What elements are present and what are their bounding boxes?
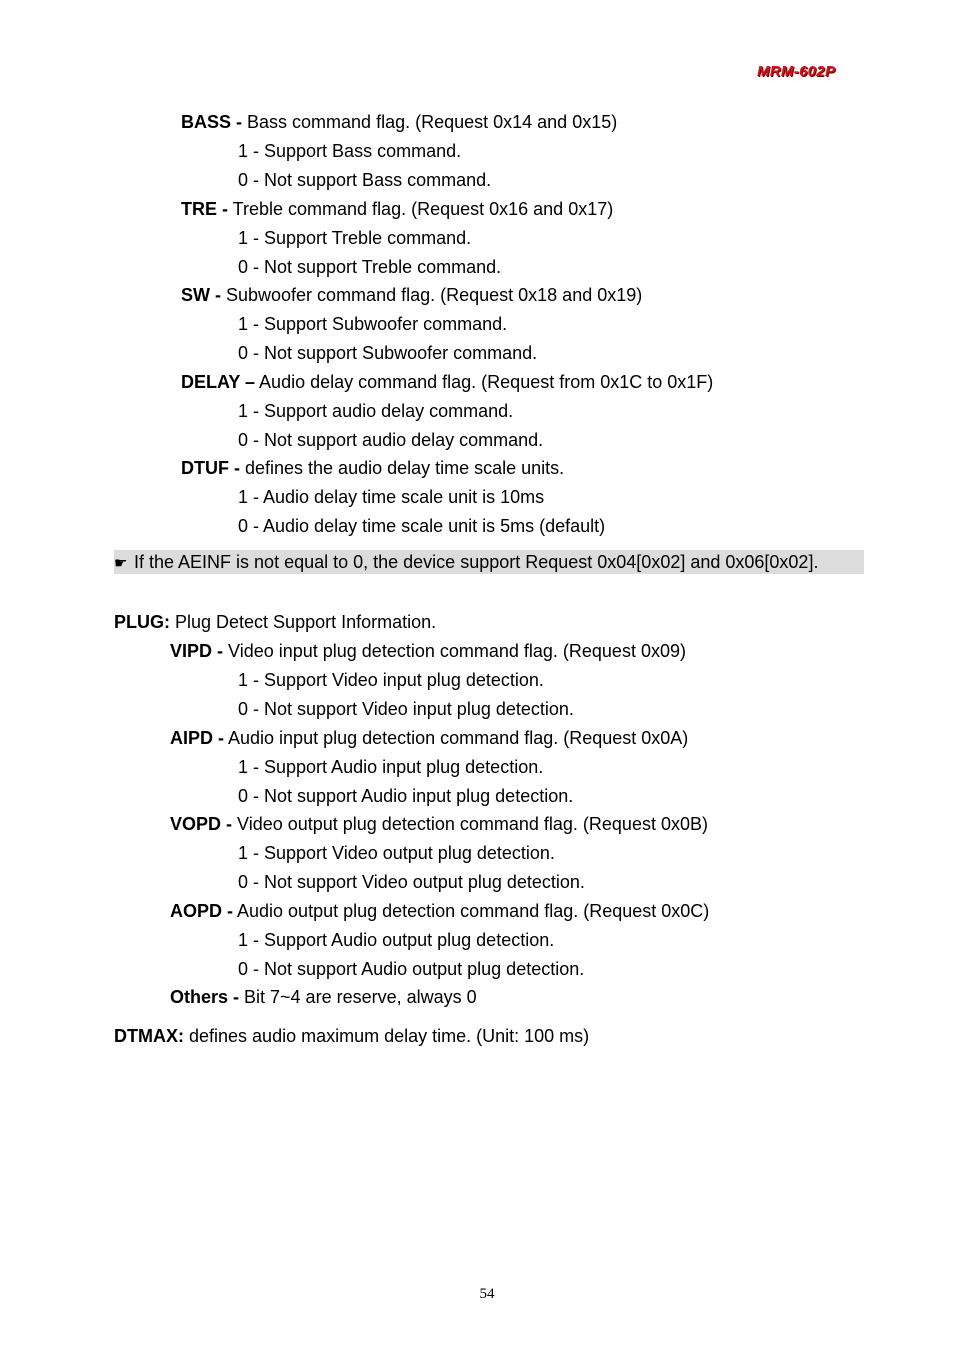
- dtuf-flag-line: [181, 457, 564, 479]
- bass-flag-line: [181, 111, 617, 133]
- tre-flag-line: [181, 198, 613, 220]
- vipd-flag-line: [170, 640, 686, 662]
- aopd-option-1: 1 - Support Audio output plug detection.: [238, 930, 555, 950]
- plug-desc: Plug Detect Support Information.: [170, 612, 437, 632]
- pointing-hand-icon: ☛: [114, 555, 128, 572]
- flag-desc: Audio output plug detection command flag. (Request 0x0C): [233, 901, 710, 921]
- sw-option-1: 1 - Support Subwoofer command.: [238, 314, 508, 334]
- dtmax-desc: defines audio maximum delay time. (Unit: 100 ms): [184, 1026, 590, 1046]
- others-desc: Bit 7~4 are reserve, always 0: [239, 987, 477, 1007]
- aipd-option-1: 1 - Support Audio input plug detection.: [238, 757, 544, 777]
- flag-desc: Audio input plug detection command flag. (Request 0x0A): [224, 728, 689, 748]
- delay-option-0: 0 - Not support audio delay command.: [238, 430, 544, 450]
- delay-flag-line: [181, 371, 713, 393]
- flag-desc: Video input plug detection command flag. (Request 0x09): [223, 641, 686, 661]
- flag-key: SW -: [181, 285, 221, 305]
- flag-key: DTUF -: [181, 458, 240, 478]
- dtuf-option-1: 1 - Audio delay time scale unit is 10ms: [238, 487, 545, 507]
- others-line: [170, 986, 477, 1008]
- others-key: Others -: [170, 987, 240, 1007]
- flag-desc: Treble command flag. (Request 0x16 and 0x17): [228, 199, 614, 219]
- vipd-option-0: 0 - Not support Video input plug detection.: [238, 699, 574, 719]
- tre-option-1: 1 - Support Treble command.: [238, 228, 472, 248]
- flag-desc: defines the audio delay time scale units.: [239, 458, 565, 478]
- plug-key: PLUG:: [114, 612, 170, 632]
- aipd-flag-line: [170, 727, 688, 749]
- vopd-flag-line: [170, 813, 708, 835]
- tre-option-0: 0 - Not support Treble command.: [238, 257, 502, 277]
- bass-option-0: 0 - Not support Bass command.: [238, 170, 492, 190]
- dtuf-option-0: 0 - Audio delay time scale unit is 5ms (default): [238, 516, 606, 536]
- header-model-logo: MRM-602P: [757, 63, 836, 80]
- flag-desc: Audio delay command flag. (Request from 0x1C to 0x1F): [255, 372, 714, 392]
- vopd-option-0: 0 - Not support Video output plug detection.: [238, 872, 585, 892]
- delay-option-1: 1 - Support audio delay command.: [238, 401, 514, 421]
- sw-option-0: 0 - Not support Subwoofer command.: [238, 343, 538, 363]
- dtmax-key: DTMAX:: [114, 1026, 184, 1046]
- aeinf-note: [114, 550, 864, 574]
- flag-key: VOPD -: [170, 814, 233, 834]
- aipd-option-0: 0 - Not support Audio input plug detection.: [238, 786, 574, 806]
- aopd-flag-line: [170, 900, 709, 922]
- vopd-option-1: 1 - Support Video output plug detection.: [238, 843, 555, 863]
- flag-key: AIPD -: [170, 728, 224, 748]
- plug-heading: [114, 611, 436, 633]
- flag-desc: Subwoofer command flag. (Request 0x18 and 0x19): [221, 285, 643, 305]
- flag-desc: Video output plug detection command flag. (Request 0x0B): [232, 814, 708, 834]
- flag-key: DELAY –: [181, 372, 256, 392]
- flag-key: TRE -: [181, 199, 228, 219]
- flag-key: VIPD -: [170, 641, 224, 661]
- dtmax-line: [114, 1025, 589, 1047]
- page-number: 54: [479, 1286, 495, 1302]
- flag-key: BASS -: [181, 112, 243, 132]
- note-text: If the AEINF is not equal to 0, the device support Request 0x04[0x02] and 0x06[0x02].: [134, 552, 819, 572]
- aopd-option-0: 0 - Not support Audio output plug detection.: [238, 959, 585, 979]
- sw-flag-line: [181, 284, 642, 306]
- bass-option-1: 1 - Support Bass command.: [238, 141, 462, 161]
- vipd-option-1: 1 - Support Video input plug detection.: [238, 670, 544, 690]
- flag-key: AOPD -: [170, 901, 233, 921]
- flag-desc: Bass command flag. (Request 0x14 and 0x15): [242, 112, 618, 132]
